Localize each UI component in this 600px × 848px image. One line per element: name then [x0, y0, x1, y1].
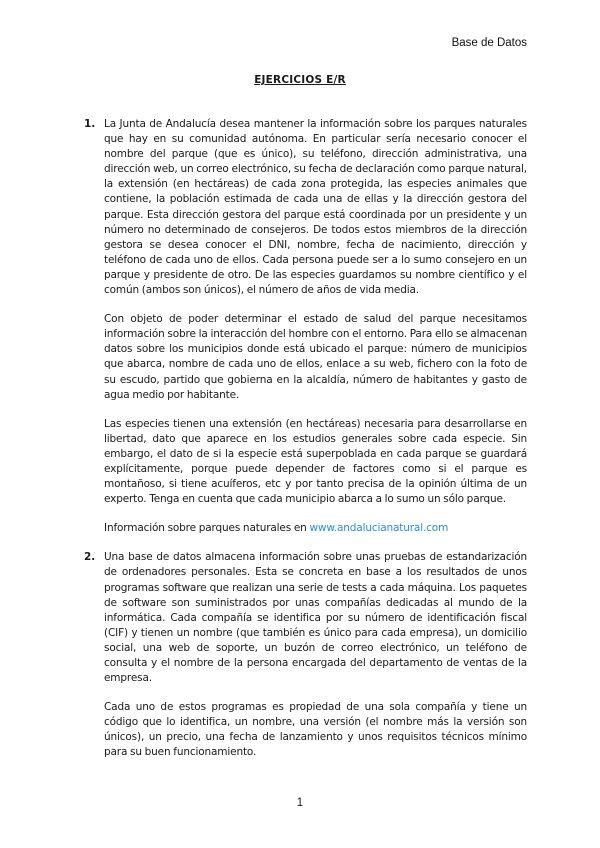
exercise-item-1 [84, 117, 527, 536]
exercise-list [84, 117, 527, 775]
exercise-paragraph: La Junta de Andalucía desea mantener la información sobre los parques naturales que hay en su comunidad autónoma. En particular sería necesario conocer el nombre del parque (que es único), su teléfono, dirección administrativa, una dirección web, un correo electrónico, su fecha de declaración como parque natural, la extensión (en hectáreas) de cada zona protegida, las especies animales que contiene, la población estimada de cada una de ellas y la dirección gestora del parque. Esta dirección gestora del parque está coordinada por un presidente y un número no determinado de consejeros. De todos estos miembros de la dirección gestora se desea conocer el DNI, nombre, fecha de nacimiento, dirección y teléfono de cada uno de ellos. Cada persona puede ser a lo sumo consejero en un parque y presidente de otro. De las especies guardamos su nombre científico y el común (ambos son únicos), el número de años de vida media. [104, 118, 527, 297]
page-number: 1 [296, 797, 304, 809]
exercise-number: 1. [84, 118, 96, 130]
exercise-paragraph: Con objeto de poder determinar el estado de salud del parque necesitamos información sobre la interacción del hombre con el entorno. Para ello se almacenan datos sobre los municipios donde está ubicado el parque: número de municipios que abarca, nombre de cada uno de ellos, enlace a su web, fichero con la foto de su escudo, partido que gobierna en la alcaldía, número de habitantes y gasto de agua medio por habitante. [104, 313, 527, 401]
info-line [104, 521, 527, 536]
exercise-paragraph: Cada uno de estos programas es propiedad de una sola compañía y tiene un código que lo identifica, un nombre, una versión (el nombre más la versión son únicos), un precio, una fecha de lanzamiento y unos requisitos técnicos mínimo para su buen funcionamiento. [104, 701, 527, 759]
exercise-paragraph: Una base de datos almacena información sobre unas pruebas de estandarización de ordenadores personales. Esta se concreta en base a los resultados de unos programas software que realizan una serie de tests a cada máquina. Los paquetes de software son suministrados por unas compañías dedicadas al mundo de la informática. Cada compañía se identifica por su número de identificación fiscal (CIF) y tienen un nombre (que también es único para cada empresa), un domicilio social, una web de soporte, un buzón de correo electrónico, un teléfono de consulta y el nombre de la persona encargada del departamento de ventas de la empresa. [104, 551, 527, 685]
page-title: EJERCICIOS E/R [254, 74, 346, 86]
info-prefix: Información sobre parques naturales en [104, 522, 310, 535]
exercise-item-2 [84, 550, 527, 760]
exercise-number: 2. [84, 551, 96, 564]
header-section-title: Base de Datos [451, 37, 527, 49]
exercise-paragraph: Las especies tienen una extensión (en hectáreas) necesaria para desarrollarse en libertad, dato que aparece en los estudios generales sobre cada especie. Sin embargo, el dato de si la especie está superpoblada en cada parque se guardará explícitamente, porque puede depender de factores como si el parque es montañoso, si tiene acuíferos, etc y por tanto precisa de la opinión última de un experto. Tenga en cuenta que cada municipio abarca a lo sumo un sólo parque. [104, 417, 527, 506]
website-link[interactable]: www.andalucianatural.com [309, 522, 449, 535]
